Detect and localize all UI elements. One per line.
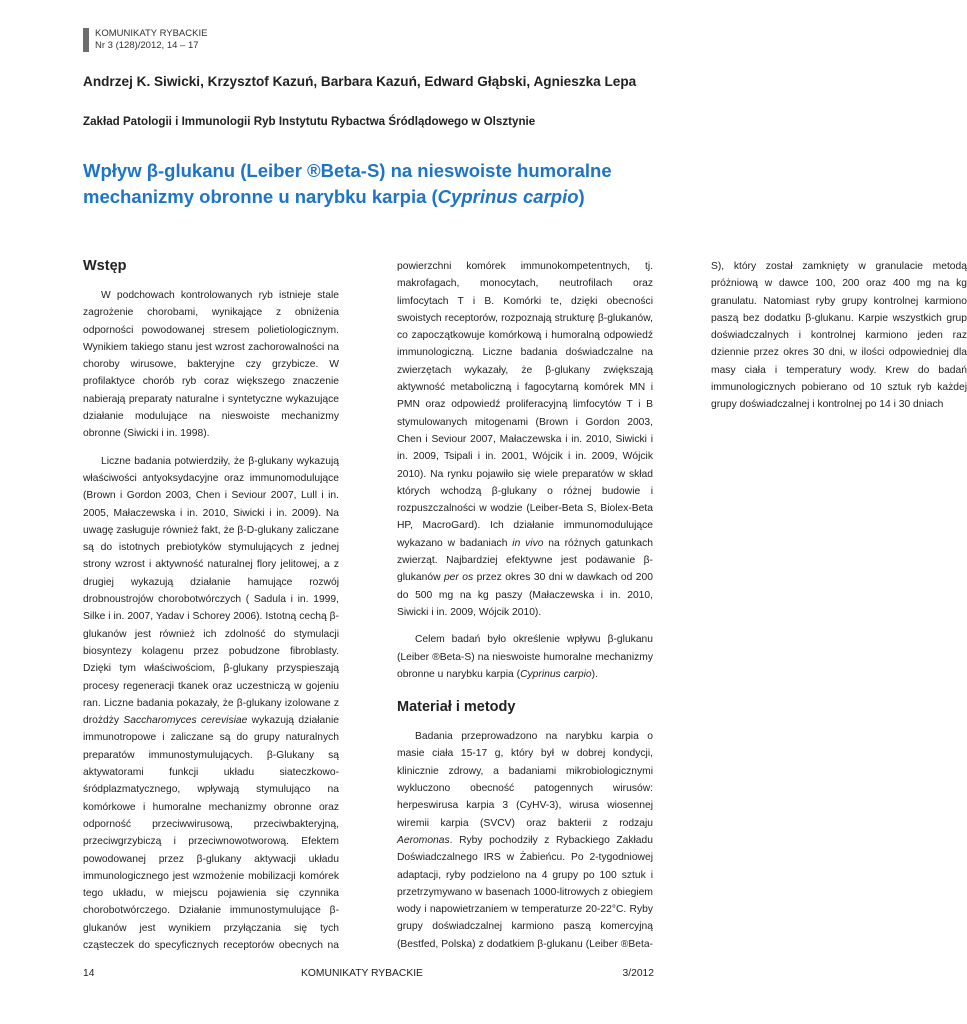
paragraph-2-species: Saccharomyces cerevisiae — [123, 715, 248, 727]
paragraph-1: W podchowach kontrolowanych ryb istnieje stale zagrożenie chorobami, wynikające z obniżenia odporności powodowanej stresem polietiologicznym. Wynikiem takiego stanu jest wzrost zachorowalności na choroby wirusowe, bakteryjne czy grzybicze. W profilaktyce chorób ryb coraz większego znaczenie nabierają preparaty naturalne i syntetyczne wykazujące działanie modulujące na nieswoiste mechanizmy obronne (Siwicki i in. 1998). — [83, 290, 339, 440]
paragraph-3-species: Cyprinus carpio — [520, 668, 592, 680]
paragraph-2-peros: per os — [443, 572, 474, 584]
authors: Andrzej K. Siwicki, Krzysztof Kazuń, Barbara Kazuń, Edward Głąbski, Agnieszka Lepa — [83, 74, 637, 89]
paragraph-4-genus: Aeromonas — [397, 834, 450, 846]
title-species: Cyprinus carpio — [437, 186, 579, 207]
paragraph-3-text-a: Celem badań było określenie wpływu β-glukanu (Leiber ®Beta-S) na nieswoiste humoralne mechanizmy obronne u narybku karpia ( — [397, 634, 653, 680]
paragraph-2-invivo: in vivo — [512, 537, 544, 549]
paragraph-2-text-a: Liczne badania potwierdziły, że β-glukany wykazują właściwości antyoksydacyjne oraz immunomodulujące (Brown i Gordon 2003, Chen i Seviour 2007, Lull i in. 2005, Małaczewska i in. 2010, Siwicki i in. 2009). Na uwagę zasługuje również fakt, że β-D-glukany zaliczane są do istotnych prebiotyków stymulujących z jednej strony wzrost i aktywność naturalnej flory jelitowej, a z drugiej wykazują działanie hamujące rozwój drobnoustrojów chorobotwórczych ( Sadula i in. 1999, Silke i in. 2007, Yadav i Schorey 2006). Istotną cechą β-glukanów jest również ich zdolność do stymulacji biosyntezy kolagenu przez pobudzone fibroblasty. Dzięki tym właściwościom, β-glukany przyspieszają procesy regeneracji tkanek oraz uczestniczą w gojeniu ran. Liczne badania pokazały, że β-glukany izolowane z drożdży — [83, 455, 339, 727]
affiliation: Zakład Patologii i Immunologii Ryb Instytutu Rybactwa Śródlądowego w Olsztynie — [83, 115, 536, 128]
paragraph-4-text-a: Badania przeprowadzono na narybku karpia o masie ciała 15-17 g, który był w dobrej kondycji, klinicznie zdrowy, a badaniami mikrobiologicznymi wykluczono obecność patogennych wirusów: herpeswirusa karpia 3 (CyHV-3), wirusa wiosennej wiremii karpia (SVCV) oraz bakterii z rodzaju — [397, 731, 653, 829]
paragraph-2-text-b: wykazują działanie immunotropowe i zaliczane są do grupy naturalnych preparatów immunostymulujących. β-Glukany są aktywatorami funkcji układu siateczkowo-śródplazmatycznego, wpływają stymulująco na komórkowe i humoralne mechanizmy obronne oraz odporność przeciwwirusową, przeciwbakteryjną, przeciwgrzybiczą i przeciwnowotworową. Efektem powodowanej przez β-glukany aktywacji układu immunologicznego jest wzmożenie mobilizacji komórek tego układu, w miejscu pojawienia się czynnika chorobotwórczego. Działanie immunostymulujące β-glukanów jest wynikiem przyłączania się tych cząsteczek do specyficznych receptorów obecnych na powierzchni komórek immunokompetentnych, tj. makrofagach, monocytach, neutrofilach oraz limfocytach T i B. Komórki te, dzięki obecności swoistych receptorów, rozpoznają strukturę β-glukanów, co zapoczątkowuje komórkową i humoralną odpowiedź immunologiczną. Liczne badania doświadczalne na zwierzętach wykazały, że β-glukany zwiększają aktywność metaboliczną i fagocytarną komórek MN i PMN oraz odpowiedź proliferacyjną limfocytów T i B stymulowanych mitogenami (Brown i Gordon 2003, Chen i Seviour 2007, Małaczewska i in. 2010, Siwicki i in. 2009, Tsipali i in. 2001, Wójcik i in. 2009, Wójcik 2010). Na rynku pojawiło się wiele preparatów w skład których wchodzą β-glukany o różnej budowie i rozpuszczalności w wodzie (Leiber-Beta S, Biolex-Beta HP, MacroGard). Ich działanie immunomodulujące wykazano w badaniach — [83, 261, 653, 951]
title-part1: Wpływ β-glukanu (Leiber ®Beta-S) na nieswoiste humoralne mechanizmy obronne u narybku karpia ( — [83, 160, 612, 207]
left-column — [83, 258, 967, 958]
paragraph-3 — [397, 631, 653, 683]
title-part2: ) — [578, 186, 585, 207]
section-heading-methods: Materiał i metody — [397, 699, 516, 716]
section-heading-intro: Wstęp — [83, 258, 127, 274]
journal-header — [83, 28, 207, 52]
paragraph-2-text-d: przez okres 30 dni w dawkach od 200 do 500 mg na kg paszy (Małaczewska i in. 2010, Siwicki i in. 2009, Wójcik 2010). — [397, 572, 653, 618]
footer-page-number: 14 — [83, 968, 95, 979]
paragraph-4-text-b: . Ryby pochodziły z Rybackiego Zakładu Doświadczalnego IRS w Żabieńcu. Po 2-tygodniowej adaptacji, ryby podzielono na 4 grupy po 100 sztuk i przetrzymywano w basenach 1000-litrowych z obiegiem wody i napowietrzaniem w temperaturze 20-22°C. Ryby grupy doświadczalnej karmiono paszą komercyjną (Bestfed, Polska) z dodatkiem β-glukanu (Leiber ®Beta-S), który został zamknięty w granulacie metodą próżniową w dawce 100, 200 oraz 400 mg na kg granulatu. Natomiast ryby grupy kontrolnej karmiono paszą bez dodatku β-glukanu. Karpie wszystkich grup doświadczalnych i kontrolnej karmiono jeden raz dziennie przez okres 30 dni, w ilości odpowiedniej dla masy ciała i temperatury wody. Krew do badań immunologicznych pobierano od 10 sztuk ryb każdej grupy doświadczalnej i kontrolnej po 14 i 30 dniach — [397, 261, 967, 950]
paragraph-3-text-b: ). — [591, 668, 598, 680]
footer-issue: 3/2012 — [622, 968, 654, 979]
article-title — [83, 158, 663, 210]
paragraph-2-text-c: na różnych gatunkach zwierząt. Najbardziej efektywne jest podawanie β-glukanów — [397, 537, 654, 584]
footer-journal: KOMUNIKATY RYBACKIE — [301, 968, 423, 979]
journal-issue: Nr 3 (128)/2012, 14 – 17 — [95, 40, 199, 51]
journal-name: KOMUNIKATY RYBACKIE — [95, 28, 208, 39]
